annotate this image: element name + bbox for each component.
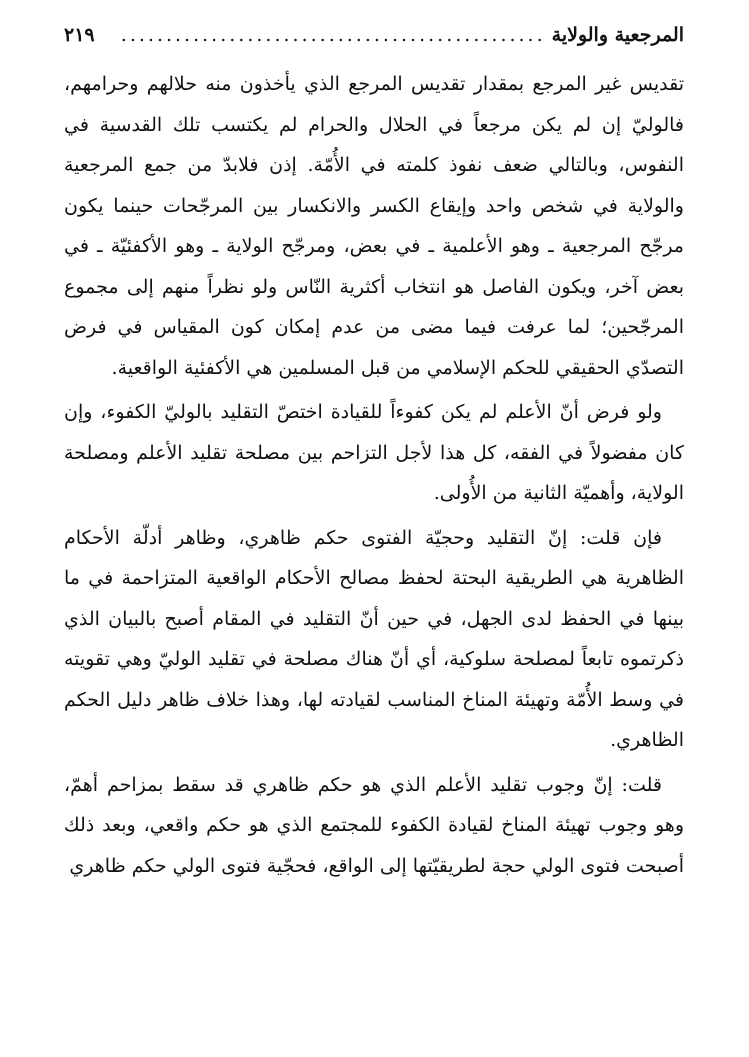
body-text [64,64,684,886]
book-page [64,24,684,1034]
header-leader-dots: ............................................... [120,24,546,46]
paragraph-objection: فإن قلت: إنّ التقليد وحجيّة الفتوى حكم ظاهري، وظاهر أدلّة الأحكام الظاهرية هي الطريقية البحتة لحفظ مصالح الأحكام الواقعية المتزاحمة في ما بينها في الحفظ لدى الجهل، في حين أنّ التقليد في المقام أصبح بالبيان الذي ذكرتموه تابعاً لمصلحة سلوكية، أي أنّ هناك مصلحة في تقليد الوليّ وهي تقويته في وسط الأُمّة وتهيئة المناخ المناسب لقيادته لها، وهذا خلاف ظاهر دليل الحكم الظاهري. [64,526,684,751]
paragraph-reply: قلت: إنّ وجوب تقليد الأعلم الذي هو حكم ظاهري قد سقط بمزاحم أهمّ، وهو وجوب تهيئة المناخ لقيادة الكفوء للمجتمع الذي هو حكم واقعي، وبعد ذلك أصبحت فتوى الولي حجة لطريقيّتها إلى الواقع، فحجّية فتوى الولي حكم ظاهري [64,773,684,877]
paragraph-continuation: تقديس غير المرجع بمقدار تقديس المرجع الذي يأخذون منه حلالهم وحرامهم، فالوليّ إن لم يكن مرجعاً في الحلال والحرام لم يكتسب تلك القدسية في النفوس، وبالتالي ضعف نفوذ كلمته في الأُمّة. إذن فلابدّ من جمع المرجعية والولاية في شخص واحد وإيقاع الكسر والانكسار بين المرجّحات حينما يكون مرجّح المرجعية ـ وهو الأعلمية ـ في بعض، ومرجّح الولاية ـ وهو الأكفئيّة ـ في بعض آخر، ويكون الفاصل هو انتخاب أكثرية النّاس ولو نظراً منهم إلى مجموع المرجّحين؛ لما عرفت فيما مضى من عدم إمكان كون المقياس في فرض التصدّي الحقيقي للحكم الإسلامي من قبل المسلمين هي الأكفئية الواقعية. [64,73,684,379]
paragraph-incompetent-aalam: ولو فرض أنّ الأعلم لم يكن كفوءاً للقيادة اختصّ التقليد بالوليّ الكفوء، وإن كان مفضولاً في الفقه، كل هذا لأجل التزاحم بين مصلحة تقليد الأعلم ومصلحة الولاية، وأهميّة الثانية من الأُولى. [64,401,684,504]
chapter-title: المرجعية والولاية [551,24,684,46]
running-header [64,24,684,64]
page-number: ٢١٩ [64,24,95,46]
